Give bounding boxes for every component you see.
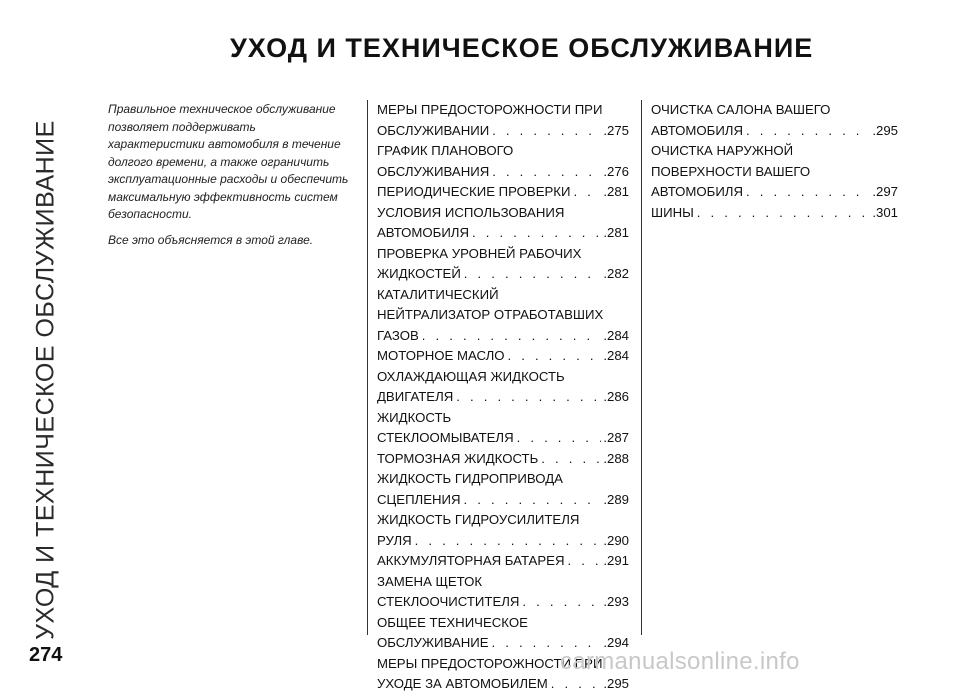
- toc-entry-label: ЖИДКОСТЬ ГИДРОПРИВОДА: [377, 471, 563, 486]
- toc-leader-dots: [522, 592, 601, 613]
- toc-entry[interactable]: [651, 141, 898, 203]
- toc-entry-label: МЕРЫ ПРЕДОСТОРОЖНОСТИ ПРИ: [377, 655, 603, 671]
- toc-entry[interactable]: [377, 100, 629, 141]
- toc-entry-label: МОТОРНОЕ МАСЛО: [377, 348, 505, 363]
- toc-entry[interactable]: [377, 346, 629, 367]
- toc-page-number: .293: [603, 594, 629, 609]
- toc-page-number: .295: [872, 122, 898, 138]
- toc-entry[interactable]: [377, 469, 629, 510]
- toc-entry[interactable]: [377, 510, 629, 551]
- toc-page-number: .287: [603, 430, 629, 445]
- toc-leader-dots: [464, 490, 602, 511]
- toc-leader-dots: [422, 326, 602, 347]
- toc-entry[interactable]: [377, 572, 629, 613]
- toc-entry-label: ПРОВЕРКА УРОВНЕЙ РАБОЧИХ: [377, 245, 582, 261]
- intro-text: [108, 101, 353, 257]
- vertical-chapter-title: УХОД И ТЕХНИЧЕСКОЕ ОБСЛУЖИВАНИЕ: [31, 120, 60, 640]
- toc-entry-label: ПЕРИОДИЧЕСКИЕ ПРОВЕРКИ: [377, 184, 571, 199]
- toc-page-number: .282: [603, 266, 629, 281]
- page-number: 274: [29, 644, 63, 666]
- toc-entry-label: ОБСЛУЖИВАНИЕ: [377, 635, 489, 650]
- toc-entry-label: ОБСЛУЖИВАНИИ: [377, 122, 490, 138]
- toc-entry-label: АВТОМОБИЛЯ: [651, 184, 743, 199]
- toc-entry[interactable]: [377, 408, 629, 449]
- toc-entry-label: ОЧИСТКА НАРУЖНОЙ: [651, 143, 794, 158]
- toc-leader-dots: [508, 346, 602, 367]
- page-title: УХОД И ТЕХНИЧЕСКОЕ ОБСЛУЖИВАНИЕ: [230, 33, 814, 63]
- toc-page-number: .294: [603, 635, 629, 650]
- toc-page-number: .301: [872, 204, 898, 220]
- toc-leader-dots: [456, 387, 601, 408]
- toc-page-number: .275: [603, 122, 629, 138]
- toc-entry[interactable]: [377, 203, 629, 244]
- toc-entry-label: КАТАЛИТИЧЕСКИЙ: [377, 286, 499, 302]
- toc-entry-label: ГРАФИК ПЛАНОВОГО: [377, 143, 514, 158]
- toc-entry-label: НЕЙТРАЛИЗАТОР ОТРАБОТАВШИХ: [377, 307, 604, 322]
- toc-page-number: .281: [603, 225, 629, 240]
- toc-entry-label: ЗАМЕНА ЩЕТОК: [377, 573, 483, 589]
- toc-entry-label: ОБЩЕЕ ТЕХНИЧЕСКОЕ: [377, 614, 528, 630]
- toc-entry-label: УХОДЕ ЗА АВТОМОБИЛЕМ: [377, 676, 548, 691]
- toc-page-number: .295: [603, 676, 629, 691]
- toc-page-number: .297: [872, 184, 898, 199]
- toc-leader-dots: [567, 551, 601, 572]
- toc-entry[interactable]: [377, 285, 629, 347]
- toc-entry[interactable]: [377, 551, 629, 572]
- toc-page-number: .291: [603, 553, 629, 568]
- toc-page-number: .288: [603, 450, 629, 466]
- toc-entry[interactable]: [377, 367, 629, 408]
- toc-entry[interactable]: [377, 182, 629, 203]
- toc-entry-label: УСЛОВИЯ ИСПОЛЬЗОВАНИЯ: [377, 204, 565, 220]
- toc-entry-label: ОБСЛУЖИВАНИЯ: [377, 163, 490, 179]
- toc-entry[interactable]: [377, 449, 629, 470]
- toc-entry-label: ТОРМОЗНАЯ ЖИДКОСТЬ: [377, 450, 539, 466]
- toc-entry[interactable]: [377, 141, 629, 182]
- toc-column: [651, 100, 898, 223]
- toc-leader-dots: [697, 203, 871, 224]
- toc-leader-dots: [517, 428, 602, 449]
- watermark: carmanualsonline.info: [560, 648, 800, 675]
- toc-entry-label: ЖИДКОСТЬ: [377, 409, 452, 425]
- intro-paragraph: Все это объясняется в этой главе.: [108, 232, 314, 247]
- toc-leader-dots: [492, 121, 601, 142]
- toc-entry-label: АВТОМОБИЛЯ: [377, 225, 469, 240]
- toc-page-number: .284: [603, 327, 629, 343]
- toc-entry-label: МЕРЫ ПРЕДОСТОРОЖНОСТИ ПРИ: [377, 102, 603, 117]
- toc-entry-label: ЖИДКОСТЬ ГИДРОУСИЛИТЕЛЯ: [377, 512, 580, 527]
- toc-entry-label: СТЕКЛООМЫВАТЕЛЯ: [377, 430, 514, 445]
- toc-page-number: .284: [603, 348, 629, 363]
- toc-column: [377, 100, 629, 695]
- intro-paragraph: Правильное техническое обслуживание позволяет поддерживать характеристики автомобиля в течение долгого времени, а также ограничить эксплуатационные расходы и обеспечить максимальную эффективность систем безопасности.: [108, 102, 349, 221]
- toc-leader-dots: [551, 674, 602, 695]
- toc-entry[interactable]: [651, 203, 898, 224]
- toc-entry-label: ОЧИСТКА САЛОНА ВАШЕГО: [651, 102, 831, 117]
- column-divider: [367, 100, 368, 635]
- toc-page-number: .286: [603, 389, 629, 404]
- toc-entry-label: СЦЕПЛЕНИЯ: [377, 491, 461, 507]
- toc-page-number: .290: [603, 532, 629, 548]
- toc-leader-dots: [573, 182, 601, 203]
- toc-leader-dots: [464, 264, 602, 285]
- toc-leader-dots: [746, 121, 870, 142]
- toc-leader-dots: [472, 223, 601, 244]
- toc-entry-label: ДВИГАТЕЛЯ: [377, 389, 454, 404]
- toc-entry[interactable]: [651, 100, 898, 141]
- toc-entry[interactable]: [377, 244, 629, 285]
- toc-leader-dots: [492, 162, 601, 183]
- toc-page-number: .289: [603, 491, 629, 507]
- column-divider: [641, 100, 642, 635]
- toc-entry-label: ЖИДКОСТЕЙ: [377, 266, 461, 281]
- toc-page-number: .276: [603, 163, 629, 179]
- toc-leader-dots: [541, 449, 601, 470]
- toc-page-number: .281: [603, 184, 629, 199]
- toc-entry-label: АВТОМОБИЛЯ: [651, 122, 743, 138]
- toc-entry-label: СТЕКЛООЧИСТИТЕЛЯ: [377, 594, 520, 609]
- toc-entry-label: АККУМУЛЯТОРНАЯ БАТАРЕЯ: [377, 553, 565, 568]
- toc-entry-label: ПОВЕРХНОСТИ ВАШЕГО: [651, 163, 811, 179]
- toc-entry-label: ШИНЫ: [651, 204, 694, 220]
- toc-entry-label: ГАЗОВ: [377, 327, 419, 343]
- toc-entry-label: РУЛЯ: [377, 532, 412, 548]
- toc-leader-dots: [746, 182, 870, 203]
- toc-entry-label: ОХЛАЖДАЮЩАЯ ЖИДКОСТЬ: [377, 368, 565, 384]
- toc-leader-dots: [415, 531, 602, 552]
